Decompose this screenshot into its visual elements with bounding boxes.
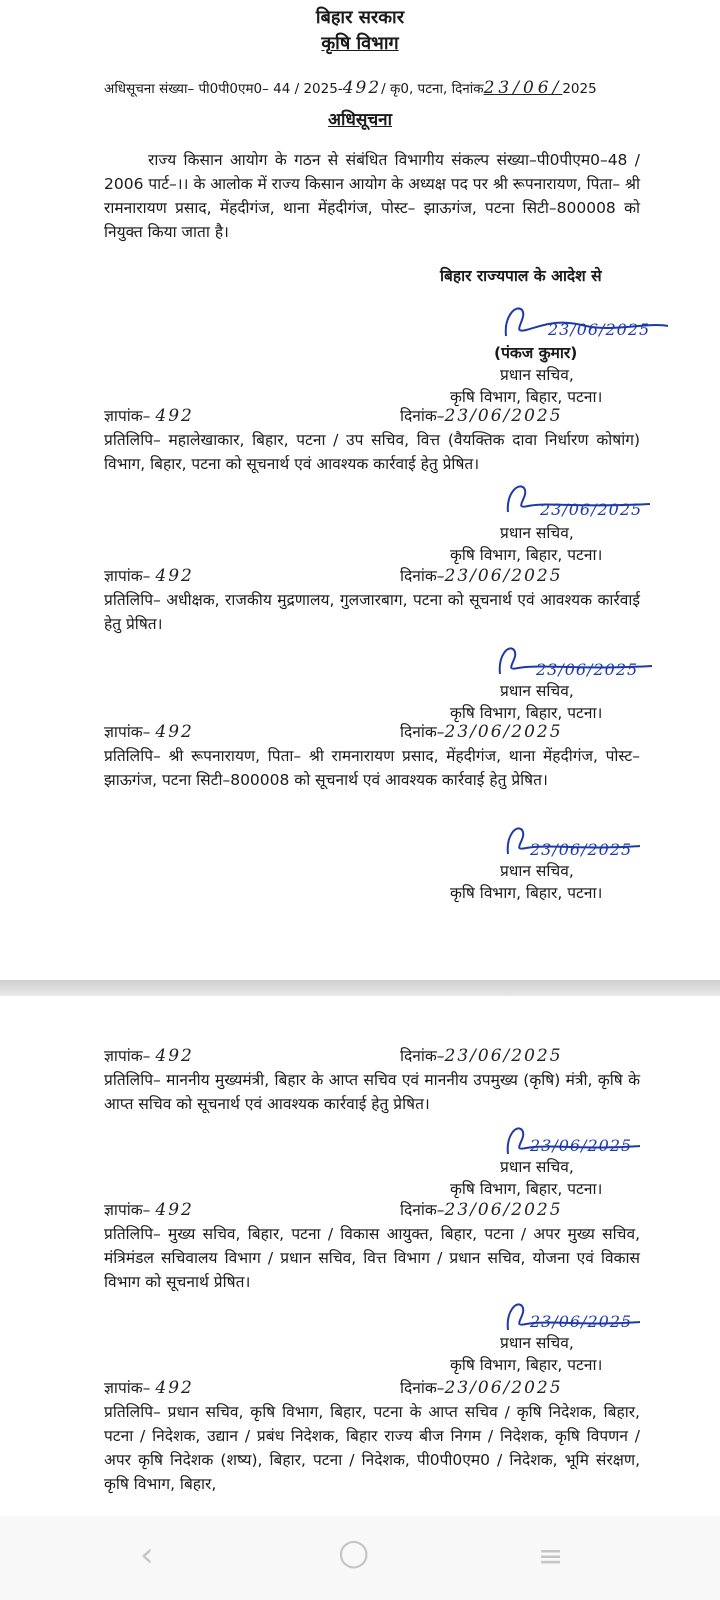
dispatch-line-4 bbox=[104, 1044, 644, 1068]
signatory-designation: प्रधान सचिव, bbox=[500, 366, 574, 384]
signature-3-office: कृषि विभाग, बिहार, पटना। bbox=[450, 704, 603, 722]
dispatch-line-1 bbox=[104, 404, 644, 428]
dispatch-number: 492 bbox=[155, 1378, 194, 1398]
dispatch-date-label: दिनांक– bbox=[400, 567, 445, 585]
signature-6-designation: प्रधान सचिव, bbox=[500, 1334, 574, 1352]
dispatch-label: ज्ञापांक– bbox=[104, 1379, 151, 1397]
dispatch-date-group bbox=[400, 720, 563, 744]
notification-body: राज्य किसान आयोग के गठन से संबंधित विभागीय संकल्प संख्या–पी0पीएम0–48 / 2006 पार्ट–।। के आलोक में राज्य किसान आयोग के अध्यक्ष पद पर श्री रूपनारायण, पिता– श्री रामनारायण प्रसाद, मेंहदीगंज, थाना मेंहदीगंज, पोस्ट– झाऊगंज, पटना सिटी–800008 को नियुक्त किया जाता है। bbox=[104, 151, 640, 241]
dispatch-date-label: दिनांक– bbox=[400, 1201, 445, 1219]
header-government: बिहार सरकार bbox=[315, 7, 405, 28]
dispatch-number: 492 bbox=[155, 566, 194, 586]
dispatch-label: ज्ञापांक– bbox=[104, 1047, 151, 1065]
copy-paragraph-4: प्रतिलिपि– माननीय मुख्यमंत्री, बिहार के आप्त सचिव एवं माननीय उपमुख्य (कृषि) मंत्री, कृषि के आप्त सचिव को सूचनार्थ एवं आवश्यक कार्रवाई हेतु प्रेषित। bbox=[104, 1071, 640, 1113]
system-navigation-bar bbox=[0, 1516, 720, 1600]
signature-4-date: 23/06/2025 bbox=[530, 840, 633, 859]
signature-5-designation: प्रधान सचिव, bbox=[500, 1158, 574, 1176]
dispatch-number: 492 bbox=[155, 406, 194, 426]
dispatch-label: ज्ञापांक– bbox=[104, 567, 151, 585]
dispatch-date-group bbox=[400, 1044, 563, 1068]
signature-4-office: कृषि विभाग, बिहार, पटना। bbox=[450, 884, 603, 902]
dispatch-number: 492 bbox=[155, 722, 194, 742]
dispatch-line-3 bbox=[104, 720, 644, 744]
dispatch-date: 23/06/2025 bbox=[444, 1046, 563, 1066]
notification-title: अधिसूचना bbox=[328, 110, 392, 130]
dispatch-number: 492 bbox=[155, 1046, 194, 1066]
dispatch-date-group bbox=[400, 564, 563, 588]
dispatch-date-label: दिनांक– bbox=[400, 1047, 445, 1065]
signature-6-date: 23/06/2025 bbox=[530, 1312, 633, 1331]
copy-paragraph-5: प्रतिलिपि– मुख्य सचिव, बिहार, पटना / विकास आयुक्त, बिहार, पटना / अपर मुख्य सचिव, मंत्रिमंडल सचिवालय विभाग / प्रधान सचिव, वित्त विभाग / प्रधान सचिव, योजना एवं विकास विभाग को सूचनार्थ प्रेषित। bbox=[104, 1225, 640, 1291]
dispatch-number: 492 bbox=[155, 1200, 194, 1220]
home-circle-icon[interactable]: ○ bbox=[338, 1532, 370, 1573]
signature-2-office: कृषि विभाग, बिहार, पटना। bbox=[450, 546, 603, 564]
copy-paragraph-3: प्रतिलिपि– श्री रूपनारायण, पिता– श्री रामनारायण प्रसाद, मेंहदीगंज, थाना मेंहदीगंज, पोस्ट– झाऊगंज, पटना सिटी–800008 को सूचनार्थ एवं आवश्यक कार्रवाई हेतु प्रेषित। bbox=[104, 747, 640, 789]
copy-paragraph-1: प्रतिलिपि– महालेखाकार, बिहार, पटना / उप सचिव, वित्त (वैयक्तिक दावा निर्धारण कोषांग) विभाग, बिहार, पटना को सूचनार्थ एवं आवश्यक कार्रवाई हेतु प्रेषित। bbox=[104, 431, 640, 473]
notification-handwritten-date: 23/06/ bbox=[483, 78, 563, 98]
signatory-name: (पंकज कुमार) bbox=[494, 344, 578, 362]
dispatch-date-label: दिनांक– bbox=[400, 723, 445, 741]
dispatch-date-label: दिनांक– bbox=[400, 1379, 445, 1397]
signatory-office: कृषि विभाग, बिहार, पटना। bbox=[450, 388, 603, 406]
signature-3-designation: प्रधान सचिव, bbox=[500, 682, 574, 700]
page-separator bbox=[0, 980, 720, 996]
document-page-2 bbox=[0, 996, 720, 1516]
dispatch-date-group bbox=[400, 1198, 563, 1222]
signature-6-office: कृषि विभाग, बिहार, पटना। bbox=[450, 1356, 603, 1374]
dispatch-date: 23/06/2025 bbox=[444, 406, 563, 426]
notification-reference bbox=[104, 78, 664, 99]
dispatch-label: ज्ञापांक– bbox=[104, 407, 151, 425]
signature-3-date: 23/06/2025 bbox=[536, 660, 639, 679]
dispatch-line-6 bbox=[104, 1376, 644, 1400]
dispatch-line-2 bbox=[104, 564, 644, 588]
dispatch-label: ज्ञापांक– bbox=[104, 723, 151, 741]
recents-menu-icon[interactable]: ≡ bbox=[538, 1539, 564, 1574]
copy-paragraph-6: प्रतिलिपि– प्रधान सचिव, कृषि विभाग, बिहार, पटना के आप्त सचिव / कृषि निदेशक, बिहार, पटना / निदेशक, उद्यान / प्रबंध निदेशक, बिहार राज्य बीज निगम / निदेशक, कृषि विपणन / अपर कृषि निदेशक (शष्य), बिहार, पटना / निदेशक, पी0पी0एम0 / निदेशक, भूमि संरक्षण, कृषि विभाग, बिहार, bbox=[104, 1403, 640, 1493]
copy-paragraph-2: प्रतिलिपि– अधीक्षक, राजकीय मुद्रणालय, गुलजारबाग, पटना को सूचनार्थ एवं आवश्यक कार्रवाई हेतु प्रेषित। bbox=[104, 591, 640, 633]
notification-ref-prefix: अधिसूचना संख्या– पी0पी0एम0– 44 / 2025- bbox=[104, 81, 343, 97]
dispatch-label: ज्ञापांक– bbox=[104, 1201, 151, 1219]
dispatch-date: 23/06/2025 bbox=[444, 566, 563, 586]
signature-5-office: कृषि विभाग, बिहार, पटना। bbox=[450, 1180, 603, 1198]
notification-ref-middle: / कृ0, पटना, दिनांक bbox=[381, 81, 484, 97]
dispatch-date-group bbox=[400, 1376, 563, 1400]
signature-2-date: 23/06/2025 bbox=[540, 500, 643, 519]
dispatch-date: 23/06/2025 bbox=[444, 722, 563, 742]
dispatch-line-5 bbox=[104, 1198, 644, 1222]
dispatch-date-label: दिनांक– bbox=[400, 407, 445, 425]
governor-order-line: बिहार राज्यपाल के आदेश से bbox=[440, 267, 602, 285]
signature-5-date: 23/06/2025 bbox=[530, 1136, 633, 1155]
back-chevron-icon[interactable]: ‹ bbox=[140, 1535, 154, 1575]
signature-1-date: 23/06/2025 bbox=[548, 320, 651, 339]
dispatch-date: 23/06/2025 bbox=[444, 1200, 563, 1220]
signature-2-designation: प्रधान सचिव, bbox=[500, 524, 574, 542]
notification-ref-year: 2025 bbox=[562, 81, 597, 97]
header-department: कृषि विभाग bbox=[321, 33, 399, 54]
dispatch-date: 23/06/2025 bbox=[444, 1378, 563, 1398]
notification-handwritten-number: 492 bbox=[342, 78, 382, 98]
signature-4-designation: प्रधान सचिव, bbox=[500, 862, 574, 880]
dispatch-date-group bbox=[400, 404, 563, 428]
